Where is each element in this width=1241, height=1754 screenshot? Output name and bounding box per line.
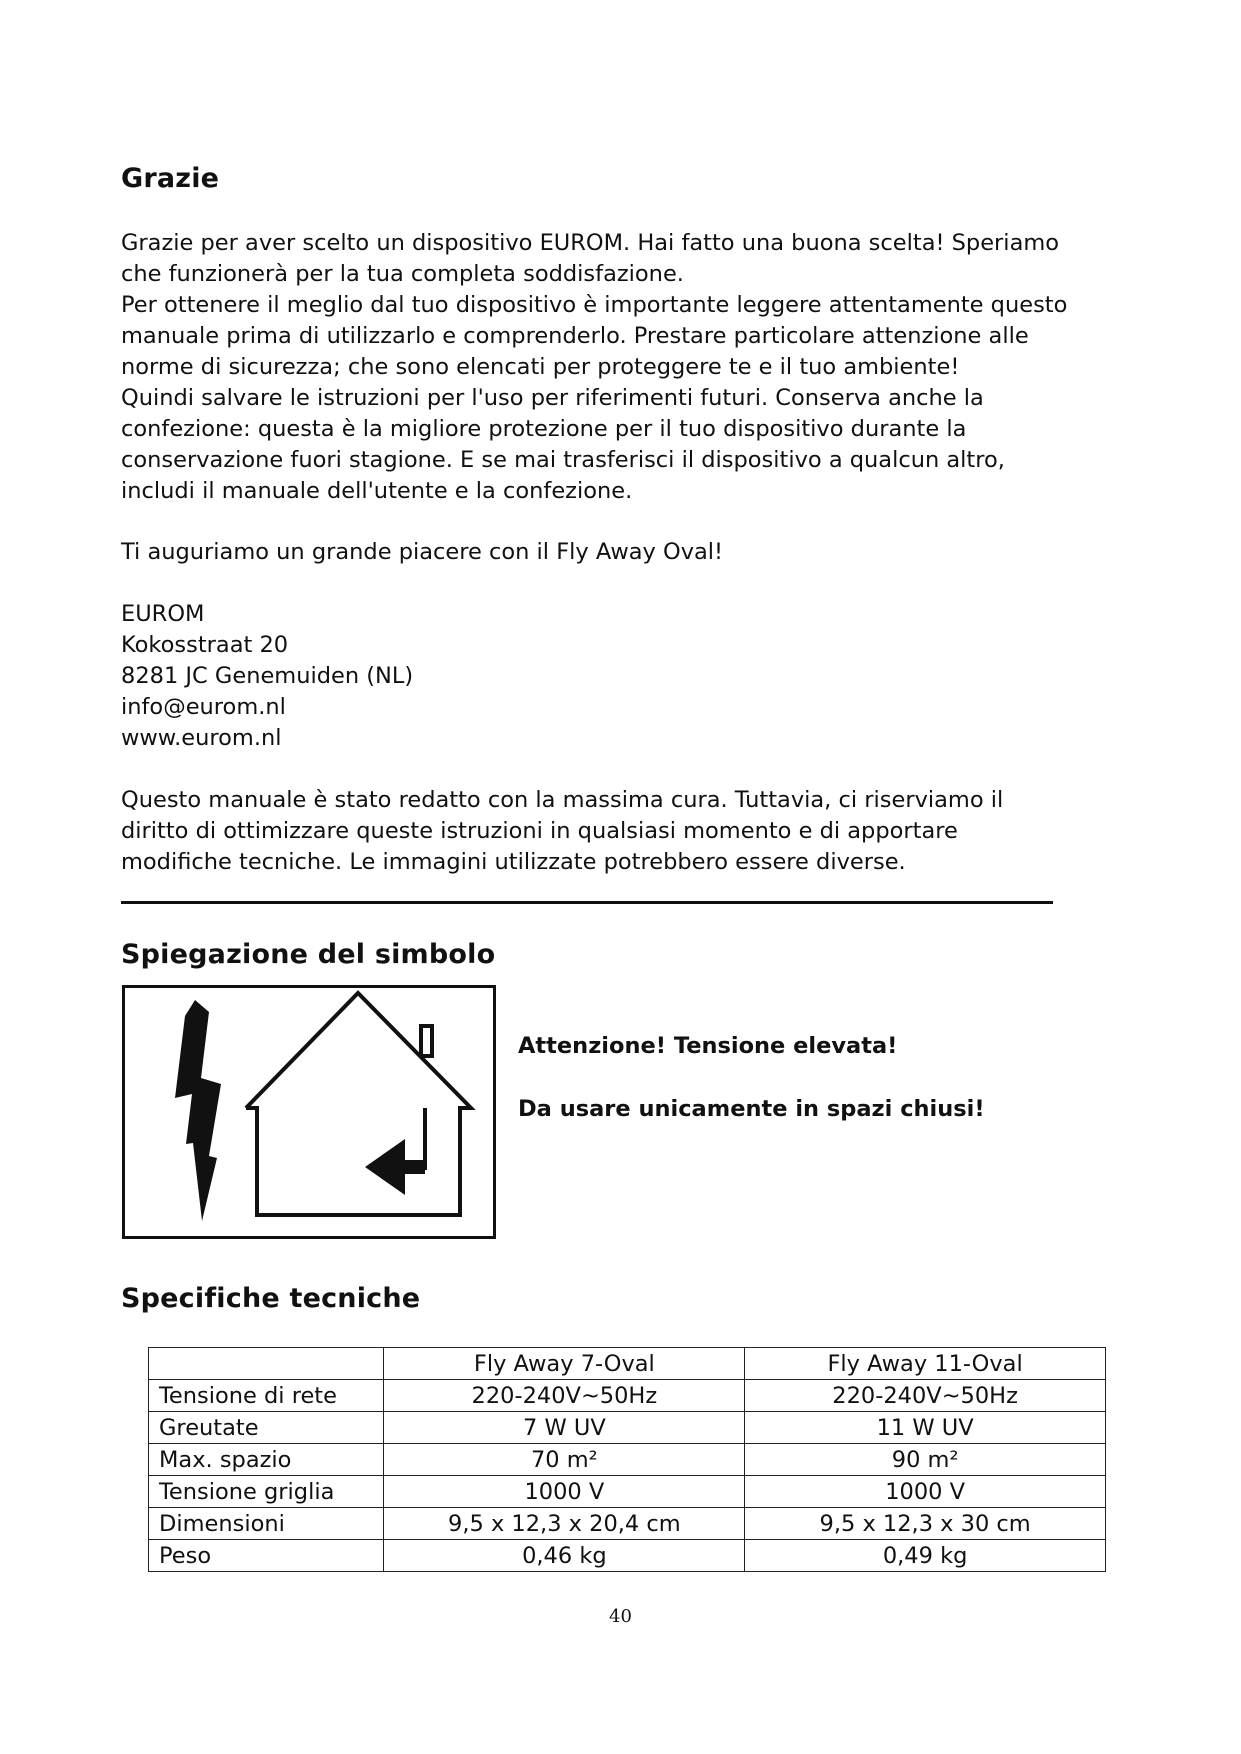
text-line: Grazie per aver scelto un dispositivo EUROM. Hai fatto una buona scelta! Speriamo — [121, 230, 1060, 256]
table-row — [149, 1476, 1106, 1508]
cell-11-oval: 0,49 kg — [745, 1540, 1106, 1572]
row-label: Tensione griglia — [149, 1476, 384, 1508]
symbol-image — [122, 985, 496, 1239]
warning-text: Attenzione! Tensione elevata! — [518, 1033, 898, 1059]
specs-table — [148, 1347, 1106, 1572]
wish-text: Ti auguriamo un grande piacere con il Fly Away Oval! — [121, 539, 724, 565]
text-line: diritto di ottimizzare queste istruzioni in qualsiasi momento e di apportare — [121, 818, 958, 844]
company-address — [121, 599, 1131, 754]
company-name: EUROM — [121, 601, 205, 627]
cell-7-oval: 70 m² — [384, 1444, 745, 1476]
cell-7-oval: 1000 V — [384, 1476, 745, 1508]
row-label: Greutate — [149, 1412, 384, 1444]
text-line: Questo manuale è stato redatto con la massima cura. Tuttavia, ci riserviamo il — [121, 787, 1004, 813]
indoor-arrow-icon — [365, 1139, 425, 1195]
city: 8281 JC Genemuiden (NL) — [121, 663, 414, 689]
header-cell: Fly Away 11-Oval — [745, 1348, 1106, 1380]
table-header-row — [149, 1348, 1106, 1380]
section-divider — [121, 901, 1053, 904]
text-line: conservazione fuori stagione. E se mai trasferisci il dispositivo a qualcun altro, — [121, 447, 1005, 473]
cell-7-oval: 0,46 kg — [384, 1540, 745, 1572]
email-link[interactable]: info@eurom.nl — [121, 694, 286, 720]
thanks-title: Grazie — [121, 163, 220, 194]
table-row — [149, 1380, 1106, 1412]
symbol-drawing — [125, 988, 493, 1236]
cell-7-oval: 220-240V~50Hz — [384, 1380, 745, 1412]
cell-11-oval: 11 W UV — [745, 1412, 1106, 1444]
street: Kokosstraat 20 — [121, 632, 289, 658]
row-label: Tensione di rete — [149, 1380, 384, 1412]
cell-11-oval: 9,5 x 12,3 x 30 cm — [745, 1508, 1106, 1540]
specs-section-title: Specifiche tecniche — [121, 1283, 421, 1314]
table-row — [149, 1412, 1106, 1444]
table-row — [149, 1540, 1106, 1572]
indoor-text: Da usare unicamente in spazi chiusi! — [518, 1096, 985, 1122]
disclaimer-paragraph — [121, 785, 1131, 878]
row-label: Max. spazio — [149, 1444, 384, 1476]
cell-7-oval: 7 W UV — [384, 1412, 745, 1444]
cell-11-oval: 220-240V~50Hz — [745, 1380, 1106, 1412]
cell-11-oval: 1000 V — [745, 1476, 1106, 1508]
row-label: Peso — [149, 1540, 384, 1572]
page-number: 40 — [609, 1606, 632, 1627]
symbol-section-title: Spiegazione del simbolo — [121, 939, 496, 970]
row-label: Dimensioni — [149, 1508, 384, 1540]
table-row — [149, 1444, 1106, 1476]
thanks-paragraph — [121, 228, 1131, 507]
text-line: Per ottenere il meglio dal tuo dispositivo è importante leggere attentamente questo — [121, 292, 1068, 318]
lightning-bolt-icon — [175, 1000, 221, 1221]
text-line: confezione: questa è la migliore protezione per il tuo dispositivo durante la — [121, 416, 967, 442]
text-line: includi il manuale dell'utente e la confezione. — [121, 478, 633, 504]
text-line: Quindi salvare le istruzioni per l'uso per riferimenti futuri. Conserva anche la — [121, 385, 984, 411]
text-line: manuale prima di utilizzarlo e comprenderlo. Prestare particolare attenzione alle — [121, 323, 1029, 349]
text-line: norme di sicurezza; che sono elencati per proteggere te e il tuo ambiente! — [121, 354, 960, 380]
table-row — [149, 1508, 1106, 1540]
text-line: che funzionerà per la tua completa soddisfazione. — [121, 261, 684, 287]
cell-11-oval: 90 m² — [745, 1444, 1106, 1476]
house-indoor-icon — [246, 993, 471, 1215]
header-cell: Fly Away 7-Oval — [384, 1348, 745, 1380]
header-cell — [149, 1348, 384, 1380]
website-link[interactable]: www.eurom.nl — [121, 725, 282, 751]
text-line: modifiche tecniche. Le immagini utilizzate potrebbero essere diverse. — [121, 849, 906, 875]
cell-7-oval: 9,5 x 12,3 x 20,4 cm — [384, 1508, 745, 1540]
